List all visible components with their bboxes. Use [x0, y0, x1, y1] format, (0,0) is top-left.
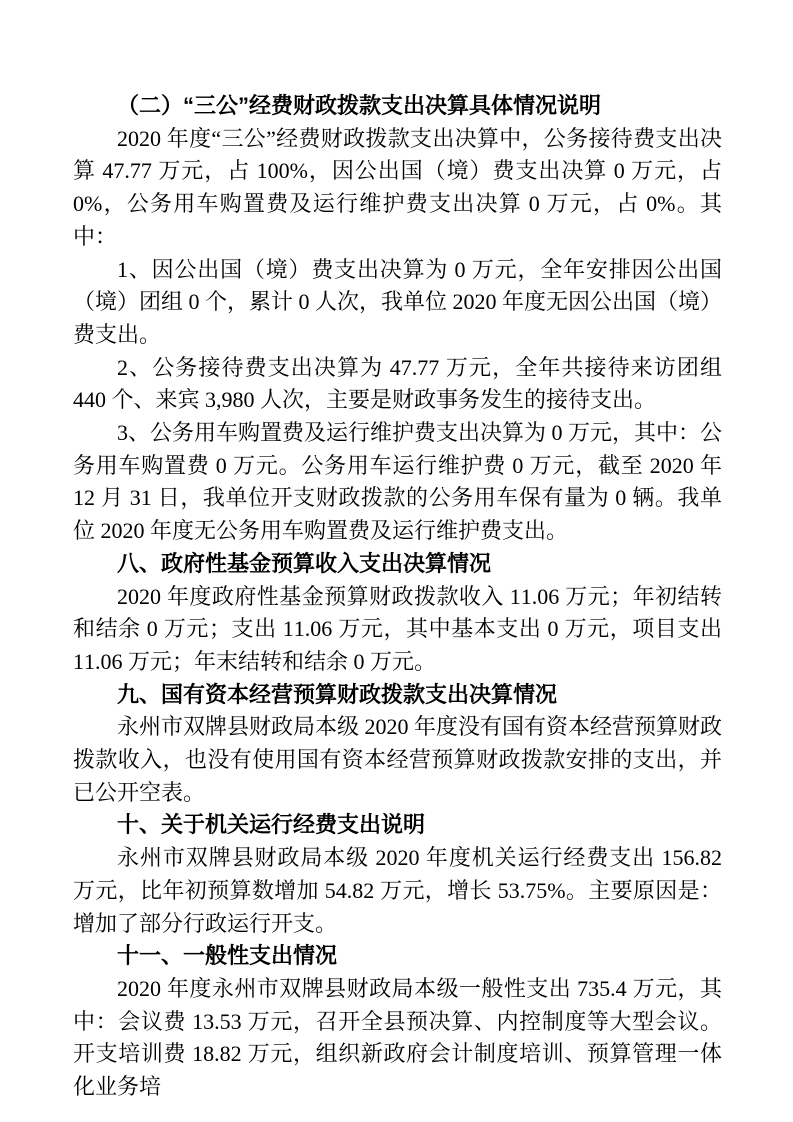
- paragraph: 2、公务接待费支出决算为 47.77 万元，全年共接待来访团组 440 个、来宾 3,980 人次，主要是财政事务发生的接待支出。: [73, 354, 722, 413]
- paragraph: 2020 年度政府性基金预算财政拨款收入 11.06 万元；年初结转和结余 0 万元；支出 11.06 万元，其中基本支出 0 万元，项目支出 11.06 万元；年末结转和结余 0 万元。: [73, 583, 722, 674]
- paragraph: 2020 年度永州市双牌县财政局本级一般性支出 735.4 万元，其中：会议费 13.53 万元，召开全县预决算、内控制度等大型会议。开支培训费 18.82 万元，组织新政府会计制度培训、预算管理一体化业务培: [73, 975, 722, 1100]
- paragraph: 2020 年度“三公”经费财政拨款支出决算中，公务接待费支出决算 47.77 万元，占 100%，因公出国（境）费支出决算 0 万元，占 0%，公务用车购置费及运行维护费支出决算 0 万元，占 0%。其中：: [73, 125, 722, 249]
- section-heading: 八、政府性基金预算收入支出决算情况: [117, 550, 492, 576]
- paragraph: 1、因公出国（境）费支出决算为 0 万元，全年安排因公出国（境）团组 0 个，累计 0 人次，我单位 2020 年度无因公出国（境）费支出。: [73, 256, 723, 347]
- paragraph: 永州市双牌县财政局本级 2020 年度没有国有资本经营预算财政拨款收入，也没有使用国有资本经营预算财政拨款安排的支出，并已公开空表。: [73, 714, 723, 805]
- section-heading: （二）“三公”经费财政拨款支出决算具体情况说明: [117, 93, 602, 118]
- document-content: [73, 90, 722, 1104]
- section-heading: 十一、一般性支出情况: [117, 943, 338, 969]
- paragraph: 3、公务用车购置费及运行维护费支出决算为 0 万元，其中：公务用车购置费 0 万元。公务用车运行维护费 0 万元，截至 2020 年 12 月 31 日，我单位开支财政拨款的公务用车保有量为 0 辆。我单位 2020 年度无公务用车购置费及运行维护费支出。: [73, 420, 723, 544]
- section-heading: 十、关于机关运行经费支出说明: [117, 812, 426, 838]
- paragraph: 永州市双牌县财政局本级 2020 年度机关运行经费支出 156.82 万元，比年初预算数增加 54.82 万元，增长 53.75%。主要原因是：增加了部分行政运行开支。: [73, 845, 722, 936]
- section-heading: 九、国有资本经营预算财政拨款支出决算情况: [117, 681, 558, 707]
